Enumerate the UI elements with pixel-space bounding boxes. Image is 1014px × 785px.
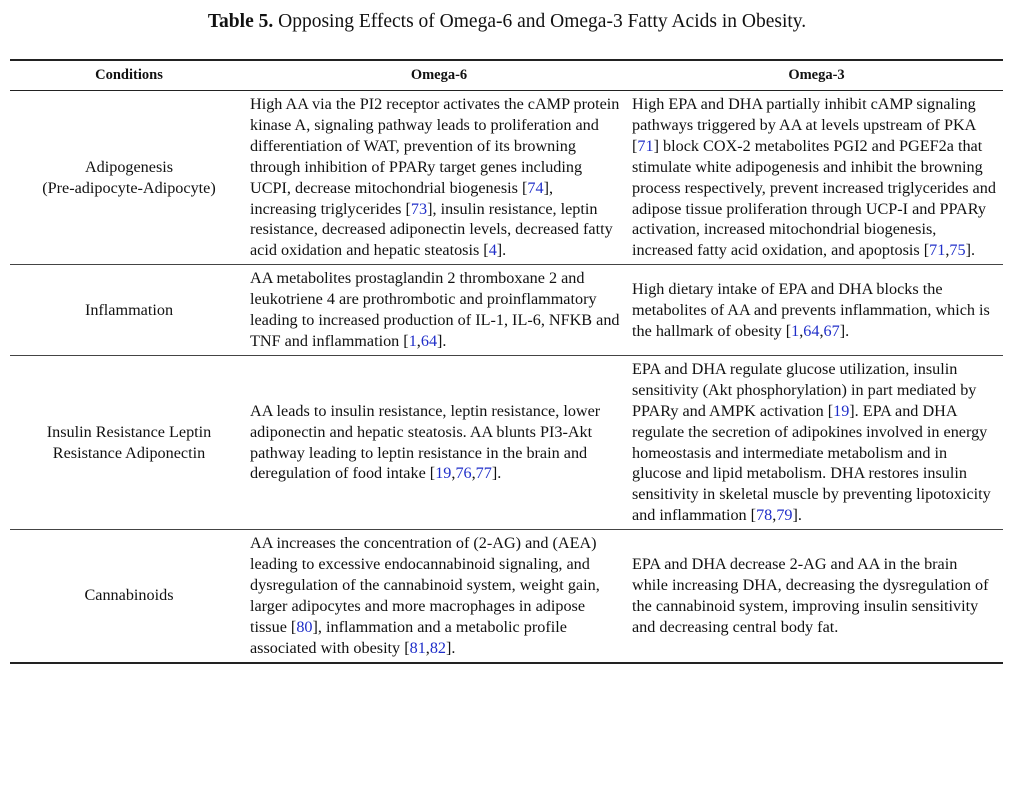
citation-link[interactable]: 77 (475, 464, 492, 483)
citation-link[interactable]: 19 (833, 401, 850, 420)
omega6-cell: High AA via the PI2 receptor activates the cAMP protein kinase A, signaling pathway leads to proliferation and differentiation of WAT, prevention of its browning through inhibition of PPARy target genes including UCPI, decrease mitochondrial biogenesis [74], increasing triglycerides [73], insulin resistance, leptin resistance, decreased adiponectin levels, decreased fatty acid oxidation and hepatic steatosis [4]. (250, 95, 620, 260)
table-row (10, 530, 1003, 663)
omega3-cell: High EPA and DHA partially inhibit cAMP signaling pathways triggered by AA at levels upstream of PKA [71] block COX-2 metabolites PGI2 and PGEF2a that stimulate white adipogenesis and inhibit the browning process respectively, prevent increased triglycerides and adipose tissue proliferation through UCP-I and PPARy activation, increased mitochondrial biogenesis, increased fatty acid oxidation, and apoptosis [71,75]. (632, 95, 996, 260)
table-caption-label: Table 5. (207, 11, 274, 32)
table-caption-text: Opposing Effects of Omega-6 and Omega-3 Fatty Acids in Obesity. (273, 11, 807, 32)
header-conditions: Conditions (95, 67, 163, 83)
omega-effects-table (10, 59, 1003, 664)
citation-link[interactable]: 73 (410, 199, 428, 218)
citation-link[interactable]: 76 (455, 464, 472, 483)
citation-link[interactable]: 67 (823, 321, 840, 340)
citation-link[interactable]: 64 (420, 331, 438, 350)
citation-link[interactable]: 79 (776, 506, 793, 525)
citation-link[interactable]: 81 (409, 638, 426, 657)
table-container (10, 59, 1003, 664)
citation-link[interactable]: 64 (803, 321, 820, 340)
omega3-cell: EPA and DHA decrease 2-AG and AA in the brain while increasing DHA, decreasing the dysregulation of the cannabinoid system, improving insulin sensitivity and decreasing central body fat. (632, 555, 989, 636)
table-row (10, 265, 1003, 356)
table-row (10, 91, 1003, 265)
citation-link[interactable]: 1 (408, 331, 417, 350)
citation-link[interactable]: 4 (488, 241, 497, 260)
table-row (10, 355, 1003, 529)
table-header (10, 60, 1003, 91)
citation-link[interactable]: 71 (637, 136, 654, 155)
header-omega6: Omega-6 (410, 67, 468, 83)
condition-cell: Adipogenesis (Pre-adipocyte-Adipocyte) (42, 157, 216, 197)
citation-link[interactable]: 1 (791, 321, 800, 340)
citation-link[interactable]: 78 (756, 506, 773, 525)
omega3-cell: High dietary intake of EPA and DHA blocks the metabolites of AA and prevents inflammation, which is the hallmark of obesity [1,64,67]. (632, 279, 990, 340)
condition-cell: Cannabinoids (84, 586, 174, 605)
omega6-cell: AA increases the concentration of (2-AG) and (AEA) leading to excessive endocannabinoid signaling, and dysregulation of the cannabinoid system, weight gain, larger adipocytes and more macrophages in adipose tissue [80], inflammation and a metabolic profile associated with obesity [81,82]. (250, 534, 600, 657)
citation-link[interactable]: 74 (527, 178, 544, 197)
citation-link[interactable]: 75 (949, 241, 966, 260)
citation-link[interactable]: 71 (929, 241, 946, 260)
citation-link[interactable]: 19 (435, 464, 452, 483)
omega6-cell: AA leads to insulin resistance, leptin resistance, lower adiponectin and hepatic steatosis. AA blunts PI3-Akt pathway leading to leptin resistance in the brain and deregulation of food intake [19,76,77]. (250, 401, 601, 483)
condition-cell: Insulin Resistance Leptin Resistance Adiponectin (46, 422, 212, 462)
table-body (10, 91, 1003, 663)
citation-link[interactable]: 82 (429, 638, 447, 657)
header-omega3: Omega-3 (788, 67, 845, 83)
omega6-cell: AA metabolites prostaglandin 2 thromboxane 2 and leukotriene 4 are prothrombotic and proinflammatory leading to increased production of IL-1, IL-6, NFKB and TNF and inflammation [1,64]. (250, 269, 620, 350)
omega3-cell: EPA and DHA regulate glucose utilization, insulin sensitivity (Akt phosphorylation) in part mediated by PPARy and AMPK activation [19]. EPA and DHA regulate the secretion of adipokines involved in energy homeostasis and intermediate metabolism and in glucose and lipid metabolism. DHA restores insulin sensitivity in skeletal muscle by preventing lipotoxicity and inflammation [78,79]. (632, 359, 991, 525)
header-row (10, 60, 1003, 91)
citation-link[interactable]: 80 (296, 617, 313, 636)
table-caption (0, 10, 1014, 34)
condition-cell: Inflammation (84, 300, 174, 319)
